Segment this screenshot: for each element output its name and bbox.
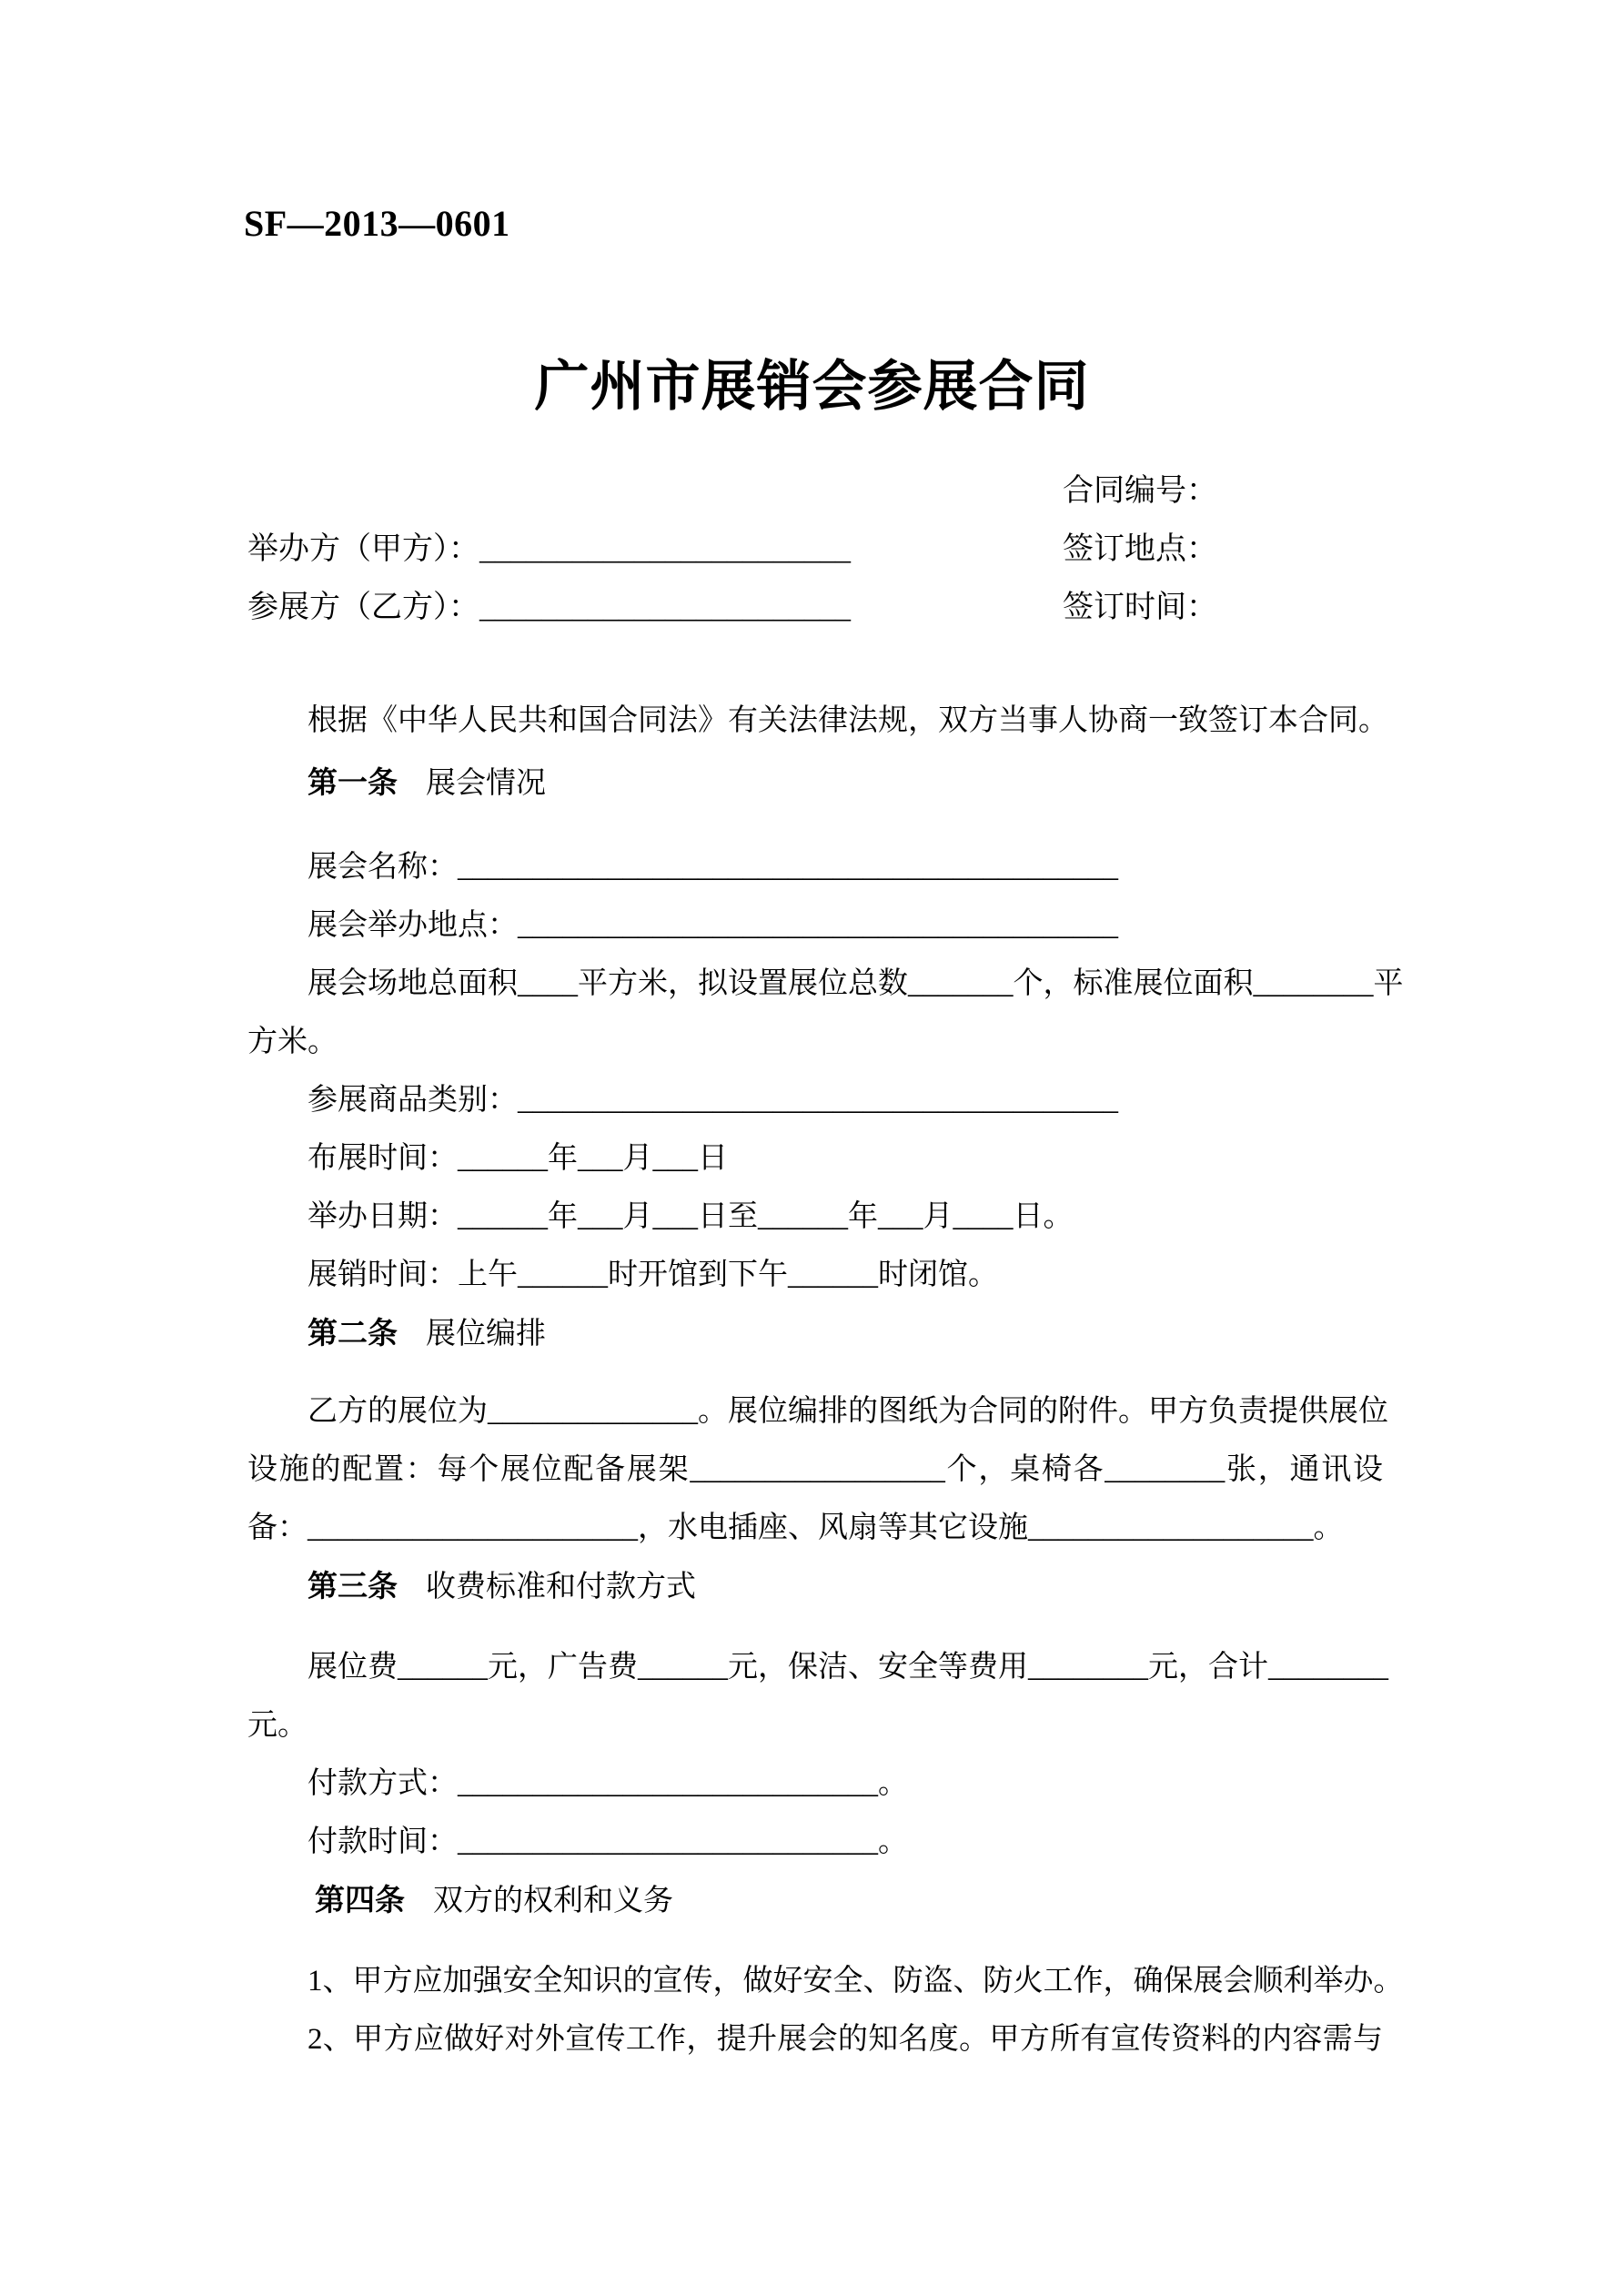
field-setup-date: 布展时间：______年___月___日 <box>308 1142 728 1175</box>
clause-2-heading <box>247 1304 1383 1363</box>
clause-4-heading <box>247 1871 1383 1930</box>
party-a-label: 举办方（甲方）： <box>247 532 479 566</box>
sign-place-label: 签订地点： <box>1063 532 1217 566</box>
clause-1-title: 展会情况 <box>426 767 546 800</box>
clause-4-number: 第四条 <box>315 1883 405 1917</box>
meta-block <box>247 462 1383 637</box>
meta-row-party-b <box>247 579 1383 637</box>
contract-title: 广州市展销会参展合同 <box>534 356 1090 417</box>
field-venue-area-line: 展会场地总面积____平方米，拟设置展位总数_______个，标准展位面积________平 <box>308 967 1404 1000</box>
sign-time-label: 签订时间： <box>1063 591 1217 624</box>
clause-3-title: 收费标准和付款方式 <box>426 1571 696 1603</box>
party-b-blank: ________________________ <box>479 591 851 624</box>
field-payment-method: 付款方式：____________________________。 <box>308 1767 908 1800</box>
clause-2-line-facilities: 设施的配置：每个展位配备展架_________________个，桌椅各________张，通讯设 <box>247 1453 1383 1486</box>
meta-row-contract-no <box>247 462 1383 521</box>
clause-3-number: 第三条 <box>308 1569 398 1603</box>
party-b-label: 参展方（乙方）： <box>247 591 479 624</box>
preamble-text: 根据《中华人民共和国合同法》有关法律法规，双方当事人协商一致签订本合同。 <box>308 704 1388 737</box>
field-exhibition-dates: 举办日期：______年___月___日至______年___月____日。 <box>308 1200 1074 1233</box>
contract-body <box>247 692 1404 2068</box>
fees-line: 展位费______元，广告费______元，保洁、安全等费用________元，合计________ <box>308 1651 1388 1684</box>
form-code: SF—2013—0601 <box>244 203 510 244</box>
clause-2-number: 第二条 <box>308 1316 398 1350</box>
field-payment-time: 付款时间：____________________________。 <box>308 1826 908 1858</box>
clause-4-title: 双方的权利和义务 <box>433 1885 673 1917</box>
field-product-category: 参展商品类别：________________________________________ <box>308 1084 1118 1117</box>
field-venue-area-line-cont: 方米。 <box>247 1026 338 1058</box>
clause-2-line-booth: 乙方的展位为______________。展位编排的图纸为合同的附件。甲方负责提供展位 <box>308 1395 1388 1428</box>
field-exhibition-name: 展会名称：____________________________________________ <box>308 851 1118 884</box>
clause-2-title: 展位编排 <box>426 1318 546 1350</box>
meta-row-party-a <box>247 521 1383 579</box>
fees-line-cont: 元。 <box>247 1709 308 1742</box>
clause-3-heading <box>247 1557 1383 1616</box>
field-daily-hours: 展销时间：上午______时开馆到下午______时闭馆。 <box>308 1259 998 1291</box>
contract-no-label: 合同编号： <box>1063 474 1217 508</box>
field-exhibition-venue: 展会举办地点：________________________________________ <box>308 909 1118 942</box>
clause-4-item-1: 1、甲方应加强安全知识的宣传，做好安全、防盗、防火工作，确保展会顺利举办。 <box>308 1965 1404 1998</box>
clause-1-number: 第一条 <box>308 765 398 799</box>
clause-1-heading <box>247 754 1383 813</box>
clause-4-item-2: 2、甲方应做好对外宣传工作，提升展会的知名度。甲方所有宣传资料的内容需与 <box>308 2023 1383 2056</box>
clause-2-line-equipment: 备：______________________，水电插座、风扇等其它设施___________________。 <box>247 1512 1344 1544</box>
party-a-blank: ________________________ <box>479 532 851 566</box>
